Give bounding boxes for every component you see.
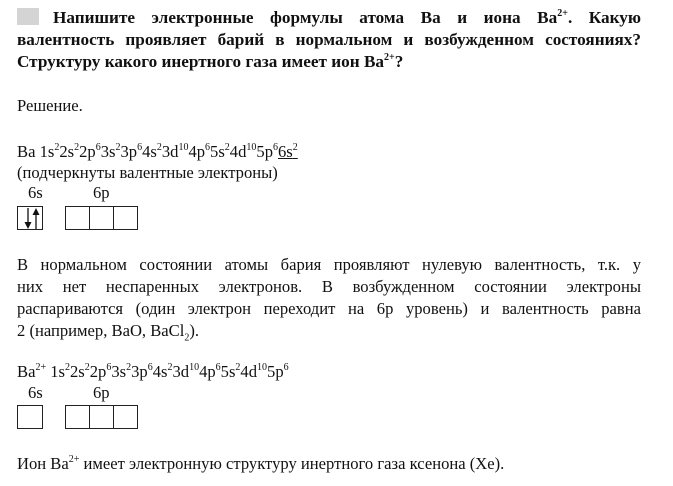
orbital-term: 3s — [111, 362, 127, 381]
electron-count: 6 — [283, 362, 289, 373]
question-line-3 — [17, 51, 641, 73]
orbital-term: 3d — [161, 142, 179, 161]
subscript: 2 — [184, 332, 190, 344]
electron-count: 10 — [178, 142, 189, 153]
electron-count: 6 — [137, 142, 143, 153]
valence-paragraph — [17, 254, 641, 349]
orbital-label-6s: 6s — [28, 383, 43, 402]
electron-count: 6 — [95, 142, 101, 153]
orbital-term: 3d — [172, 362, 190, 381]
charge-superscript: 2+ — [68, 454, 80, 465]
orbital-term: 6s — [277, 142, 293, 161]
electron-count: 2 — [64, 362, 70, 373]
orbital-term: 4d — [240, 362, 258, 381]
electron-count: 6 — [205, 142, 211, 153]
question-line-1 — [17, 7, 641, 29]
electron-count: 2 — [54, 142, 60, 153]
up-arrow-icon — [31, 208, 41, 229]
orbital-cell-6s — [17, 405, 43, 429]
orbital-term: 4s — [142, 142, 157, 161]
electron-count: 2 — [115, 142, 121, 153]
electron-count: 2 — [84, 362, 90, 373]
conclusion-text-part: Ион Ва — [17, 454, 69, 473]
paragraph-line: них нет неспаренных электронов. В возбужденном состоянии электроны — [17, 277, 641, 296]
orbital-term: 4d — [229, 142, 247, 161]
orbital-term: 5p — [256, 142, 273, 161]
paragraph-line — [17, 320, 641, 349]
orbital-cell-6p — [89, 405, 114, 429]
paragraph-line: В нормальном состоянии атомы бария проявляют нулевую валентность, т.к. у — [17, 255, 641, 274]
solution-heading: Решение. — [17, 96, 83, 115]
paragraph-text-part: 2 (например, ВаО, ВаCl — [17, 321, 185, 340]
formula-prefix: Ba — [17, 142, 40, 161]
orbital-cell-6p — [65, 206, 90, 230]
electron-count: 2 — [224, 142, 230, 153]
valence-term — [278, 142, 298, 161]
orbital-term: 3p — [131, 362, 148, 381]
electron-count: 2 — [74, 142, 80, 153]
conclusion-text-part: имеет электронную структуру инертного газа ксенона (Хе). — [79, 454, 505, 473]
orbital-term: 2s — [69, 362, 85, 381]
electron-count: 6 — [272, 142, 278, 153]
orbital-cell-6p — [113, 206, 138, 230]
valence-note: (подчеркнуты валентные электроны) — [17, 163, 278, 182]
orbital-term: 5s — [210, 142, 225, 161]
electron-count: 2 — [156, 142, 162, 153]
charge-superscript: 2+ — [557, 8, 568, 19]
ba-ion-electron-formula — [17, 361, 289, 382]
orbital-label-6p: 6p — [93, 383, 110, 402]
orbital-cell-6s — [17, 206, 43, 230]
formula-prefix: Ba — [17, 362, 36, 381]
question-text — [17, 7, 641, 73]
question-text-part: . Какую — [567, 8, 641, 27]
orbital-term: 2p — [79, 142, 96, 161]
charge-superscript: 2+ — [35, 362, 47, 373]
electron-count: 10 — [257, 362, 268, 373]
question-text-part: Структуру какого инертного газа имеет ион Ва — [17, 52, 385, 71]
orbital-cell-6p — [65, 405, 90, 429]
electron-count: 6 — [147, 362, 153, 373]
conclusion-text — [17, 453, 504, 474]
orbital-term: 5p — [267, 362, 284, 381]
orbital-term: 2s — [59, 142, 75, 161]
orbital-term: 3p — [120, 142, 138, 161]
charge-superscript: 2+ — [384, 52, 395, 63]
orbital-term: 2p — [89, 362, 107, 381]
question-line-2: валентность проявляет барий в нормальном и возбужденном состояниях? — [17, 30, 641, 49]
electron-count: 10 — [189, 362, 200, 373]
orbital-term: 1s — [39, 142, 55, 161]
electron-count: 2 — [167, 362, 173, 373]
orbital-term: 4p — [188, 142, 206, 161]
orbital-term: 3s — [100, 142, 116, 161]
orbital-label-6s: 6s — [28, 183, 43, 202]
orbital-term: 4s — [152, 362, 168, 381]
orbital-label-6p: 6p — [93, 183, 110, 202]
orbital-term: 1s — [46, 362, 65, 381]
electron-count: 6 — [215, 362, 221, 373]
orbital-cell-6p — [113, 405, 138, 429]
orbital-cell-6p — [89, 206, 114, 230]
question-text-part: ? — [394, 52, 404, 71]
orbital-term: 5s — [220, 362, 236, 381]
paragraph-text-part: ). — [189, 321, 200, 340]
orbital-term: 4p — [199, 362, 216, 381]
question-text-part: Напишите электронные формулы атома Ва и иона Ва — [53, 8, 558, 27]
electron-count: 2 — [126, 362, 132, 373]
electron-count: 2 — [292, 142, 298, 153]
ba-electron-formula — [17, 141, 298, 162]
paragraph-line: распариваются (один электрон переходит на 6р уровень) и валентность равна — [17, 299, 641, 318]
electron-count: 10 — [246, 142, 257, 153]
electron-count: 2 — [235, 362, 241, 373]
electron-count: 6 — [106, 362, 112, 373]
